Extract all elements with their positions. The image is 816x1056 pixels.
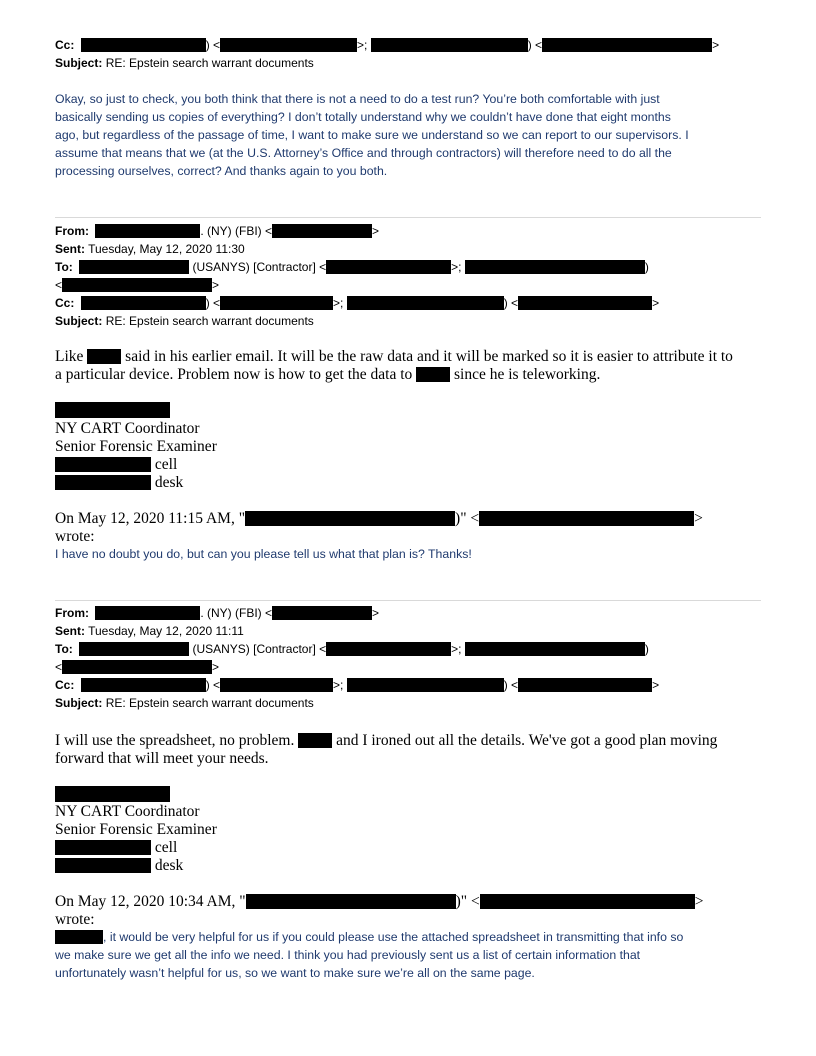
attribution-text: On May 12, 2020 11:15 AM, " <box>55 510 246 527</box>
body-text: and I ironed out all the details. We've got a good plan moving <box>332 732 718 749</box>
to-punct: > <box>212 278 220 292</box>
to-punct: < <box>55 278 63 292</box>
body-line <box>55 366 600 384</box>
desk-label: desk <box>154 857 184 874</box>
subject-line <box>55 54 314 72</box>
to-punct: > <box>212 660 220 674</box>
body-line: assume that means that we (at the U.S. Attorney’s Office and through contractors) will therefore need to do all the <box>55 146 672 160</box>
attribution-text: )" < <box>455 893 480 910</box>
redaction <box>95 606 200 620</box>
redaction <box>246 894 456 909</box>
from-line <box>55 222 379 240</box>
to-punct: ) <box>644 642 649 656</box>
cc-punct: >; <box>333 678 344 692</box>
cc-punct: >; <box>357 38 368 52</box>
redaction <box>298 733 332 748</box>
redaction <box>87 349 121 364</box>
cc-punct: >; <box>333 296 344 310</box>
to-label: To: <box>55 260 73 274</box>
attribution-text: > <box>694 510 703 527</box>
body-line <box>55 348 733 366</box>
redaction <box>326 642 451 656</box>
redaction <box>55 475 151 490</box>
separator <box>55 217 761 218</box>
cc-label: Cc: <box>55 38 75 52</box>
body-line: forward that will meet your needs. <box>55 750 269 767</box>
from-label: From: <box>55 224 89 238</box>
quoted-text: I have no doubt you do, but can you please tell us what that plan is? Thanks! <box>55 547 472 561</box>
signature-title: Senior Forensic Examiner <box>55 438 217 455</box>
redaction <box>95 224 200 238</box>
redaction <box>518 678 652 692</box>
cc-punct: ) < <box>205 678 221 692</box>
redaction <box>326 260 451 274</box>
to-line <box>55 640 649 658</box>
from-punct: > <box>372 224 380 238</box>
body-text: I will use the spreadsheet, no problem. <box>55 732 299 749</box>
sent-value: Tuesday, May 12, 2020 11:11 <box>88 624 244 638</box>
subject-label: Subject: <box>55 696 103 710</box>
cc-label: Cc: <box>55 678 75 692</box>
redaction <box>518 296 652 310</box>
body-line: basically sending us copies of everything? I don’t totally understand why we couldn’t have done that eight months <box>55 110 671 124</box>
reply-attribution <box>55 893 703 911</box>
cc-punct: ) < <box>527 38 543 52</box>
cc-line <box>55 294 659 312</box>
redaction <box>81 38 206 52</box>
to-punct: >; <box>451 260 462 274</box>
redaction <box>245 511 455 526</box>
signature-cell <box>55 456 177 474</box>
redaction <box>79 642 189 656</box>
signature-name-redaction <box>55 402 170 418</box>
signature-desk <box>55 474 183 492</box>
redaction <box>55 858 151 873</box>
cc-punct: ) < <box>205 296 221 310</box>
redaction <box>62 278 212 292</box>
signature-title: NY CART Coordinator <box>55 803 200 820</box>
sent-label: Sent: <box>55 242 85 256</box>
subject-text: RE: Epstein search warrant documents <box>105 314 314 328</box>
attribution-text: On May 12, 2020 10:34 AM, " <box>55 893 246 910</box>
cc-line <box>55 676 659 694</box>
cell-label: cell <box>154 456 178 473</box>
separator <box>55 600 761 601</box>
body-line: Okay, so just to check, you both think that there is not a need to do a test run? You’re both comfortable with just <box>55 92 660 106</box>
redaction <box>81 296 206 310</box>
to-punct: ) <box>644 260 649 274</box>
cc-punct: > <box>712 38 720 52</box>
email-body <box>55 90 689 180</box>
redaction <box>55 457 151 472</box>
attribution-text: )" < <box>455 510 480 527</box>
sent-line <box>55 240 245 258</box>
body-line: processing ourselves, correct? And thanks again to you both. <box>55 164 388 178</box>
sent-value: Tuesday, May 12, 2020 11:30 <box>88 242 245 256</box>
reply-attribution <box>55 510 703 528</box>
to-line-cont <box>55 276 219 294</box>
body-line <box>55 732 717 750</box>
from-suffix: . (NY) (FBI) < <box>200 224 273 238</box>
body-text: a particular device. Problem now is how to get the data to <box>55 366 417 383</box>
cc-punct: ) < <box>503 296 519 310</box>
subject-line <box>55 312 314 330</box>
quoted-line <box>55 928 683 946</box>
redaction <box>480 894 695 909</box>
from-label: From: <box>55 606 89 620</box>
redaction <box>55 930 103 944</box>
from-suffix: . (NY) (FBI) < <box>200 606 273 620</box>
redaction <box>81 678 206 692</box>
redaction <box>347 678 504 692</box>
redaction <box>465 642 645 656</box>
to-label: To: <box>55 642 73 656</box>
body-line: ago, but regardless of the passage of time, I want to make sure we understand so we can report to our supervisors. I <box>55 128 689 142</box>
redaction <box>347 296 504 310</box>
redaction <box>220 38 357 52</box>
signature-title: NY CART Coordinator <box>55 420 200 437</box>
quoted-line: unfortunately wasn’t helpful for us, so we want to make sure we’re all on the same page. <box>55 966 535 980</box>
body-text: Like <box>55 348 88 365</box>
redaction <box>465 260 645 274</box>
redaction <box>542 38 712 52</box>
cc-punct: ) < <box>205 38 221 52</box>
wrote-label: wrote: <box>55 911 95 928</box>
desk-label: desk <box>154 474 184 491</box>
attribution-text: > <box>694 893 704 910</box>
cc-label: Cc: <box>55 296 75 310</box>
cc-punct: > <box>652 296 660 310</box>
to-line <box>55 258 649 276</box>
subject-text: RE: Epstein search warrant documents <box>105 56 314 70</box>
redaction <box>62 660 212 674</box>
subject-line <box>55 694 314 712</box>
signature-desk <box>55 857 183 875</box>
redaction <box>272 224 372 238</box>
cc-punct: ) < <box>503 678 519 692</box>
subject-label: Subject: <box>55 314 103 328</box>
quoted-line: we make sure we get all the info we need. I think you had previously sent us a list of certain information that <box>55 948 641 962</box>
to-line-cont <box>55 658 219 676</box>
redaction <box>272 606 372 620</box>
subject-text: RE: Epstein search warrant documents <box>105 696 314 710</box>
body-text: since he is teleworking. <box>450 366 601 383</box>
redaction <box>55 840 151 855</box>
redaction <box>220 296 333 310</box>
body-text: said in his earlier email. It will be the raw data and it will be marked so it is easier to attribute it to <box>121 348 733 365</box>
cc-line <box>55 36 719 54</box>
cc-punct: > <box>652 678 660 692</box>
quoted-text: , it would be very helpful for us if you could please use the attached spreadsheet in transmitting that info so <box>103 930 684 944</box>
redaction <box>416 367 450 382</box>
redaction <box>371 38 528 52</box>
sent-label: Sent: <box>55 624 85 638</box>
signature-title: Senior Forensic Examiner <box>55 821 217 838</box>
to-punct: < <box>55 660 63 674</box>
redaction <box>479 511 694 526</box>
redaction <box>79 260 189 274</box>
signature-cell <box>55 839 177 857</box>
sent-line <box>55 622 244 640</box>
to-suffix: (USANYS) [Contractor] < <box>189 260 327 274</box>
to-suffix: (USANYS) [Contractor] < <box>189 642 327 656</box>
from-punct: > <box>372 606 380 620</box>
from-line <box>55 604 379 622</box>
to-punct: >; <box>451 642 462 656</box>
wrote-label: wrote: <box>55 528 95 545</box>
signature-name-redaction <box>55 786 170 802</box>
cell-label: cell <box>154 839 178 856</box>
redaction <box>220 678 333 692</box>
subject-label: Subject: <box>55 56 103 70</box>
